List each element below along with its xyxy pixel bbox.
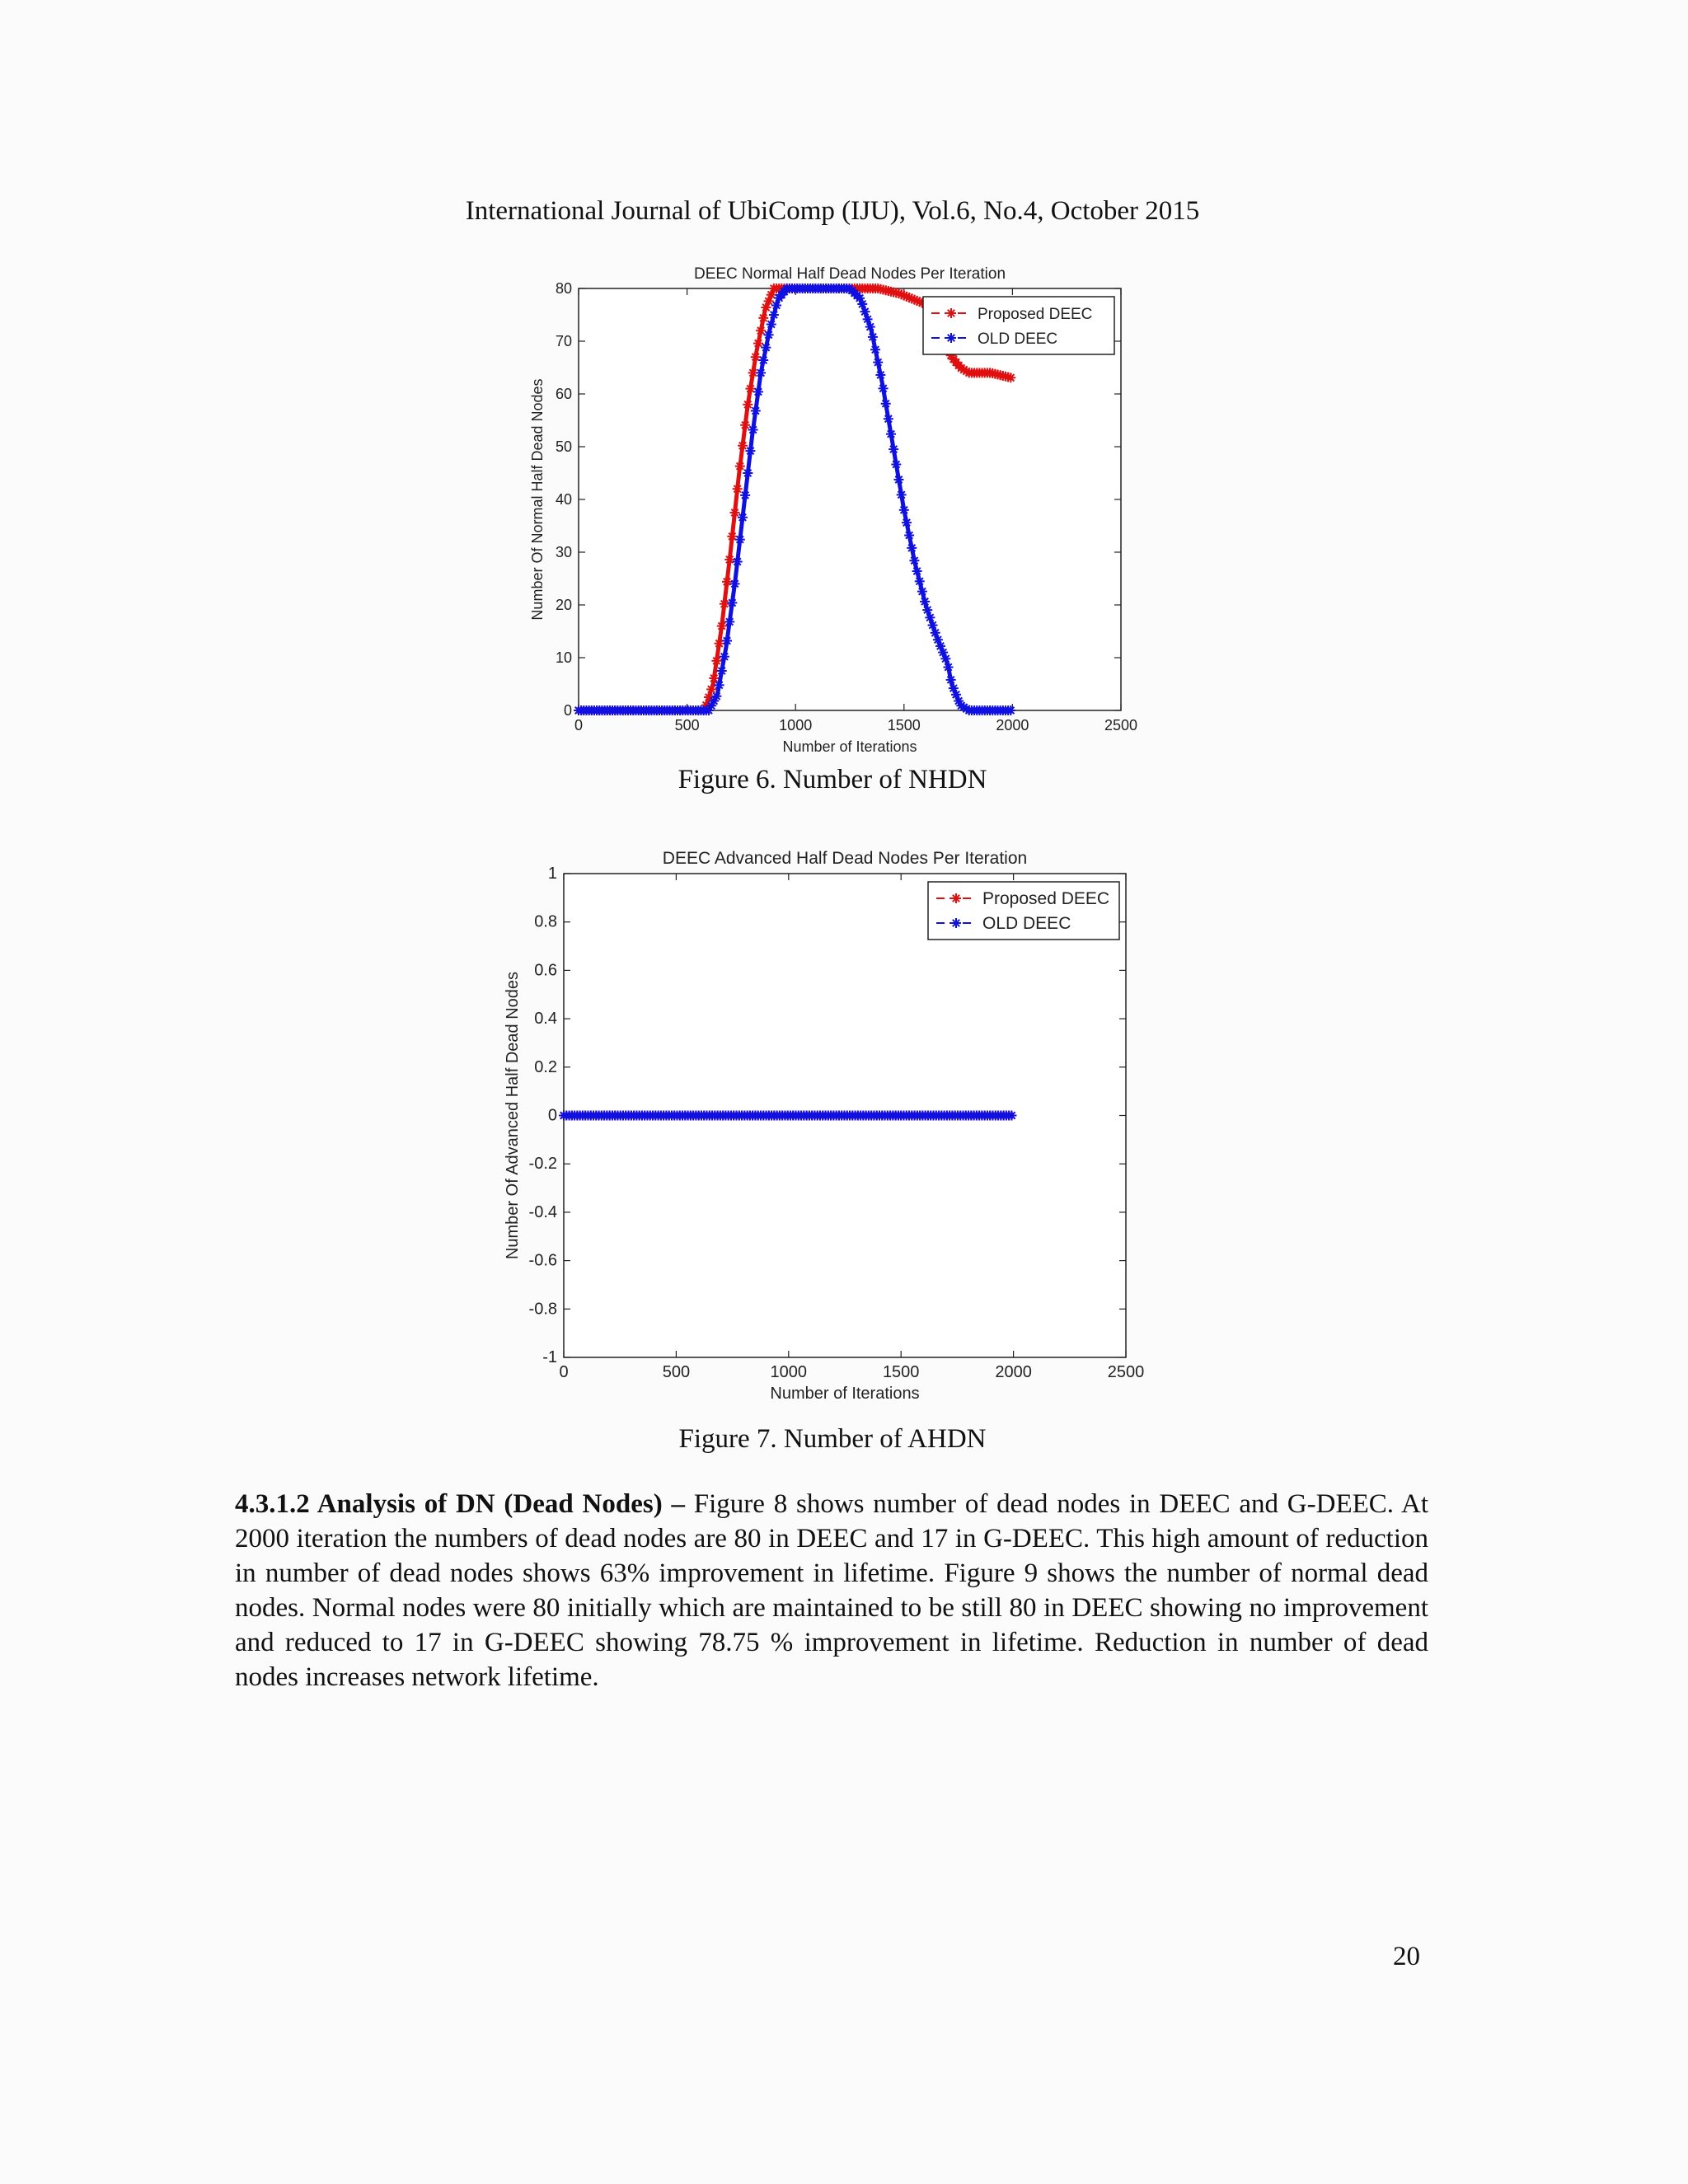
y-tick-label: 60 <box>555 386 572 402</box>
y-tick-label: -0.2 <box>528 1155 557 1174</box>
x-tick-label: 500 <box>674 717 700 733</box>
figure-7 <box>0 837 1665 1413</box>
section-dead-nodes <box>235 1487 1428 1694</box>
y-tick-label: 70 <box>555 333 572 349</box>
section-heading: 4.3.1.2 Analysis of DN (Dead Nodes) – <box>235 1489 685 1519</box>
chart-title: DEEC Advanced Half Dead Nodes Per Iteration <box>662 849 1028 868</box>
y-axis-label: Number Of Advanced Half Dead Nodes <box>504 971 522 1260</box>
y-tick-label: 80 <box>555 280 572 297</box>
chart-title: DEEC Normal Half Dead Nodes Per Iteration <box>693 265 1006 283</box>
y-tick-label: 0 <box>563 702 572 719</box>
legend-label: OLD DEEC <box>982 914 1071 933</box>
ahdn-chart <box>0 837 1665 1413</box>
y-tick-label: 10 <box>555 649 572 666</box>
series-marker <box>1006 1111 1016 1121</box>
series-marker <box>758 355 768 365</box>
x-tick-label: 2500 <box>1104 717 1138 733</box>
page-number: 20 <box>1393 1942 1420 1971</box>
x-tick-label: 500 <box>662 1363 691 1381</box>
y-tick-label: 20 <box>555 597 572 613</box>
legend-label: OLD DEEC <box>978 330 1058 348</box>
y-tick-label: 1 <box>547 865 557 883</box>
y-tick-label: 0.2 <box>534 1057 557 1076</box>
y-tick-label: -0.8 <box>528 1300 557 1319</box>
legend <box>928 882 1119 940</box>
x-tick-label: 1500 <box>882 1363 920 1381</box>
legend-marker <box>951 918 961 928</box>
section-body: Figure 8 shows number of dead nodes in DEEC and G-DEEC. At 2000 iteration the numbers of dead nodes are 80 in DEEC and 17 in G-DEEC. This high amount of reduction in number of dead nodes shows 63% improvement in lifetime. Figure 9 shows the number of normal dead nodes. Normal nodes were 80 initially which are maintained to be still 80 in DEEC showing no improvement and reduced to 17 in G-DEEC showing 78.75 % improvement in lifetime. Reduction in number of dead nodes increases network lifetime. <box>235 1489 1428 1692</box>
x-tick-label: 1500 <box>887 717 921 733</box>
x-tick-label: 1000 <box>779 717 813 733</box>
figure-6 <box>0 251 1665 762</box>
y-tick-label: 30 <box>555 544 572 560</box>
y-tick-label: -0.4 <box>528 1202 557 1221</box>
x-tick-label: 0 <box>559 1363 569 1381</box>
legend <box>923 297 1114 354</box>
y-tick-label: 0 <box>547 1106 557 1125</box>
x-tick-label: 2500 <box>1107 1363 1145 1381</box>
x-tick-label: 2000 <box>996 717 1029 733</box>
y-tick-label: 0.6 <box>534 961 557 980</box>
series-marker <box>946 675 956 685</box>
legend-label: Proposed DEEC <box>978 306 1093 323</box>
y-tick-label: -1 <box>542 1348 557 1366</box>
x-tick-label: 0 <box>574 717 584 733</box>
x-axis-label: Number of Iterations <box>770 1385 920 1403</box>
y-tick-label: -0.6 <box>528 1251 557 1270</box>
nhdn-chart <box>0 251 1665 762</box>
y-tick-label: 40 <box>555 491 572 508</box>
y-axis-label: Number Of Normal Half Dead Nodes <box>529 378 546 621</box>
y-tick-label: 50 <box>555 438 572 455</box>
figure-6-caption: Figure 6. Number of NHDN <box>678 765 987 794</box>
figure-7-caption: Figure 7. Number of AHDN <box>678 1424 987 1454</box>
legend-marker <box>951 893 961 903</box>
series-marker <box>1006 705 1015 715</box>
y-tick-label: 0.4 <box>534 1010 557 1029</box>
x-tick-label: 1000 <box>770 1363 808 1381</box>
legend-label: Proposed DEEC <box>982 889 1110 908</box>
x-tick-label: 2000 <box>995 1363 1032 1381</box>
x-axis-label: Number of Iterations <box>782 738 917 755</box>
series-marker <box>915 576 925 586</box>
y-tick-label: 0.8 <box>534 912 557 931</box>
page-header: International Journal of UbiComp (IJU), Vol.6, No.4, October 2015 <box>465 196 1200 226</box>
